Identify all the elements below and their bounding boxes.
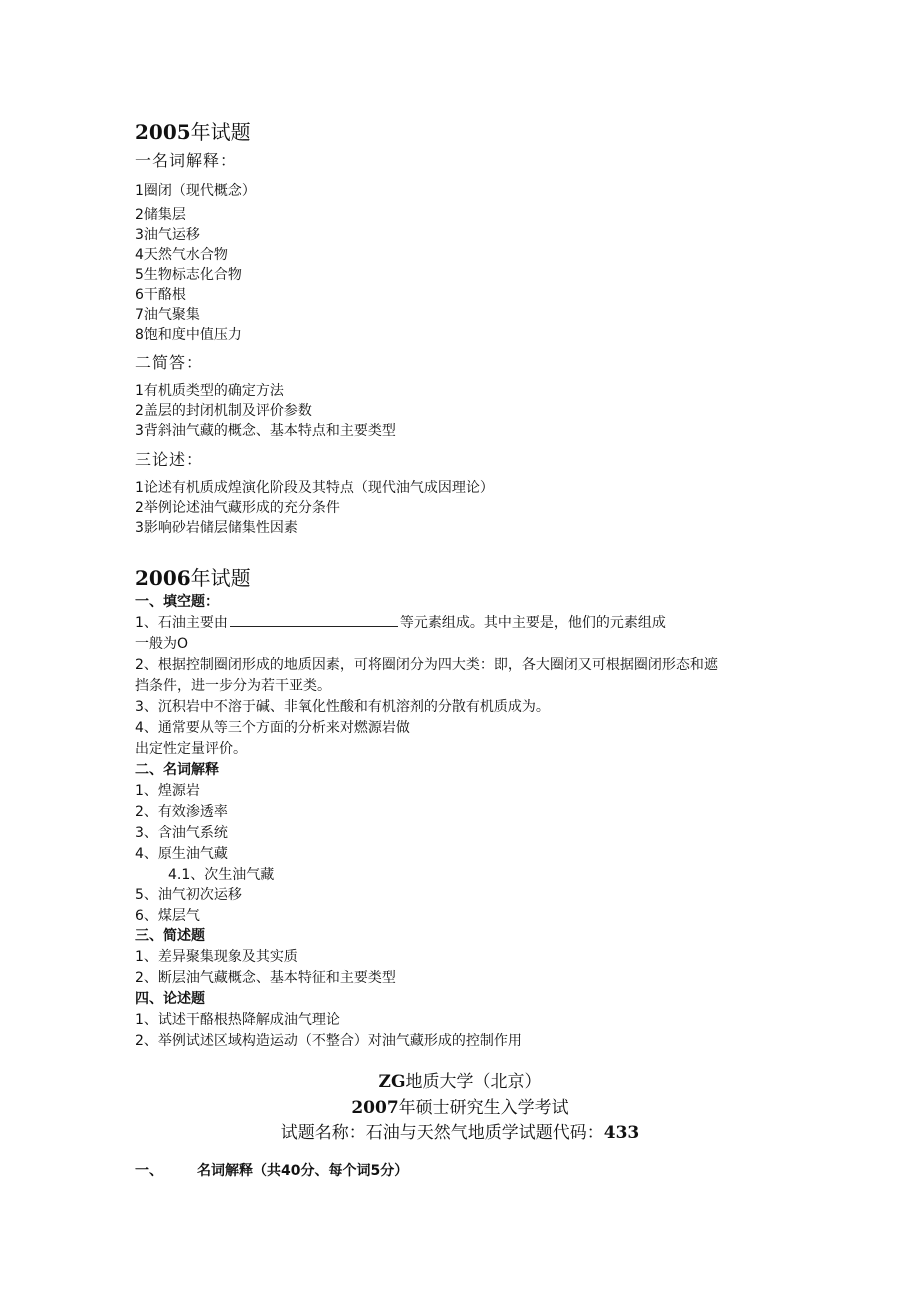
section-heading: 一、填空题：: [135, 594, 219, 610]
exam-subject: 试题名称：石油与天然气地质学试题代码：433: [280, 1123, 640, 1143]
list-item: 1论述有机质成煌演化阶段及其特点（现代油气成因理论）: [135, 480, 494, 496]
heading-2006: 2006年试题: [135, 566, 251, 590]
question-line: 挡条件，进一步分为若干亚类。: [135, 678, 331, 694]
section-heading: 三论述：: [135, 450, 204, 469]
section-heading: 一名词解释：: [135, 151, 238, 170]
section-heading: 二简答：: [135, 353, 204, 372]
list-item: 3油气运移: [135, 227, 200, 243]
list-subitem: 4.1、次生油气藏: [168, 867, 275, 883]
list-item: 1、试述干酪根热降解成油气理论: [135, 1012, 340, 1028]
list-item: 2盖层的封闭机制及评价参数: [135, 403, 312, 419]
heading-2005: 2005年试题: [135, 120, 251, 144]
list-item: 8饱和度中值压力: [135, 327, 242, 343]
list-item: 1有机质类型的确定方法: [135, 383, 284, 399]
question-line: 2、根据控制圈闭形成的地质因素，可将圈闭分为四大类：即，各大圈闭又可根据圈闭形态和遮: [135, 657, 718, 673]
list-item: 1、差异聚集现象及其实质: [135, 949, 298, 965]
list-item: 3影响砂岩储层储集性因素: [135, 520, 298, 536]
exam-title: 2007年硕士研究生入学考试: [351, 1098, 569, 1118]
list-item: 2、断层油气藏概念、基本特征和主要类型: [135, 970, 396, 986]
section-heading: 四、论述题: [135, 991, 205, 1007]
list-item: 5、油气初次运移: [135, 887, 242, 903]
question-line: 4、通常要从等三个方面的分析来对燃源岩做: [135, 720, 410, 736]
list-item: 4天然气水合物: [135, 247, 228, 263]
list-item: 2、举例试述区域构造运动（不整合）对油气藏形成的控制作用: [135, 1033, 522, 1049]
question-line: 出定性定量评价。: [135, 741, 247, 757]
list-item: 7油气聚集: [135, 307, 200, 323]
list-item: 3背斜油气藏的概念、基本特点和主要类型: [135, 423, 396, 439]
list-item: 1圈闭（现代概念）: [135, 183, 256, 199]
section-heading: 名词解释（共40分、每个词5分）: [197, 1163, 409, 1179]
university-title: ZG地质大学（北京）: [378, 1072, 542, 1092]
list-item: 1、煌源岩: [135, 783, 200, 799]
section-number: 一、: [135, 1163, 163, 1179]
section-heading: 二、名词解释: [135, 762, 219, 778]
list-item: 5生物标志化合物: [135, 267, 242, 283]
list-item: 2、有效渗透率: [135, 804, 228, 820]
list-item: 6、煤层气: [135, 908, 200, 924]
question-line: 3、沉积岩中不溶于碱、非氧化性酸和有机溶剂的分散有机质成为。: [135, 699, 550, 715]
list-item: 4、原生油气藏: [135, 846, 228, 862]
question-line: 1、石油主要由 等元素组成。其中主要是，他们的元素组成: [135, 615, 666, 631]
section-heading: 三、简述题: [135, 928, 205, 944]
question-line: 一般为O: [135, 636, 189, 652]
list-item: 6干酪根: [135, 287, 186, 303]
list-item: 3、含油气系统: [135, 825, 228, 841]
list-item: 2储集层: [135, 207, 186, 223]
answer-blank: [230, 614, 398, 627]
list-item: 2举例论述油气藏形成的充分条件: [135, 500, 340, 516]
